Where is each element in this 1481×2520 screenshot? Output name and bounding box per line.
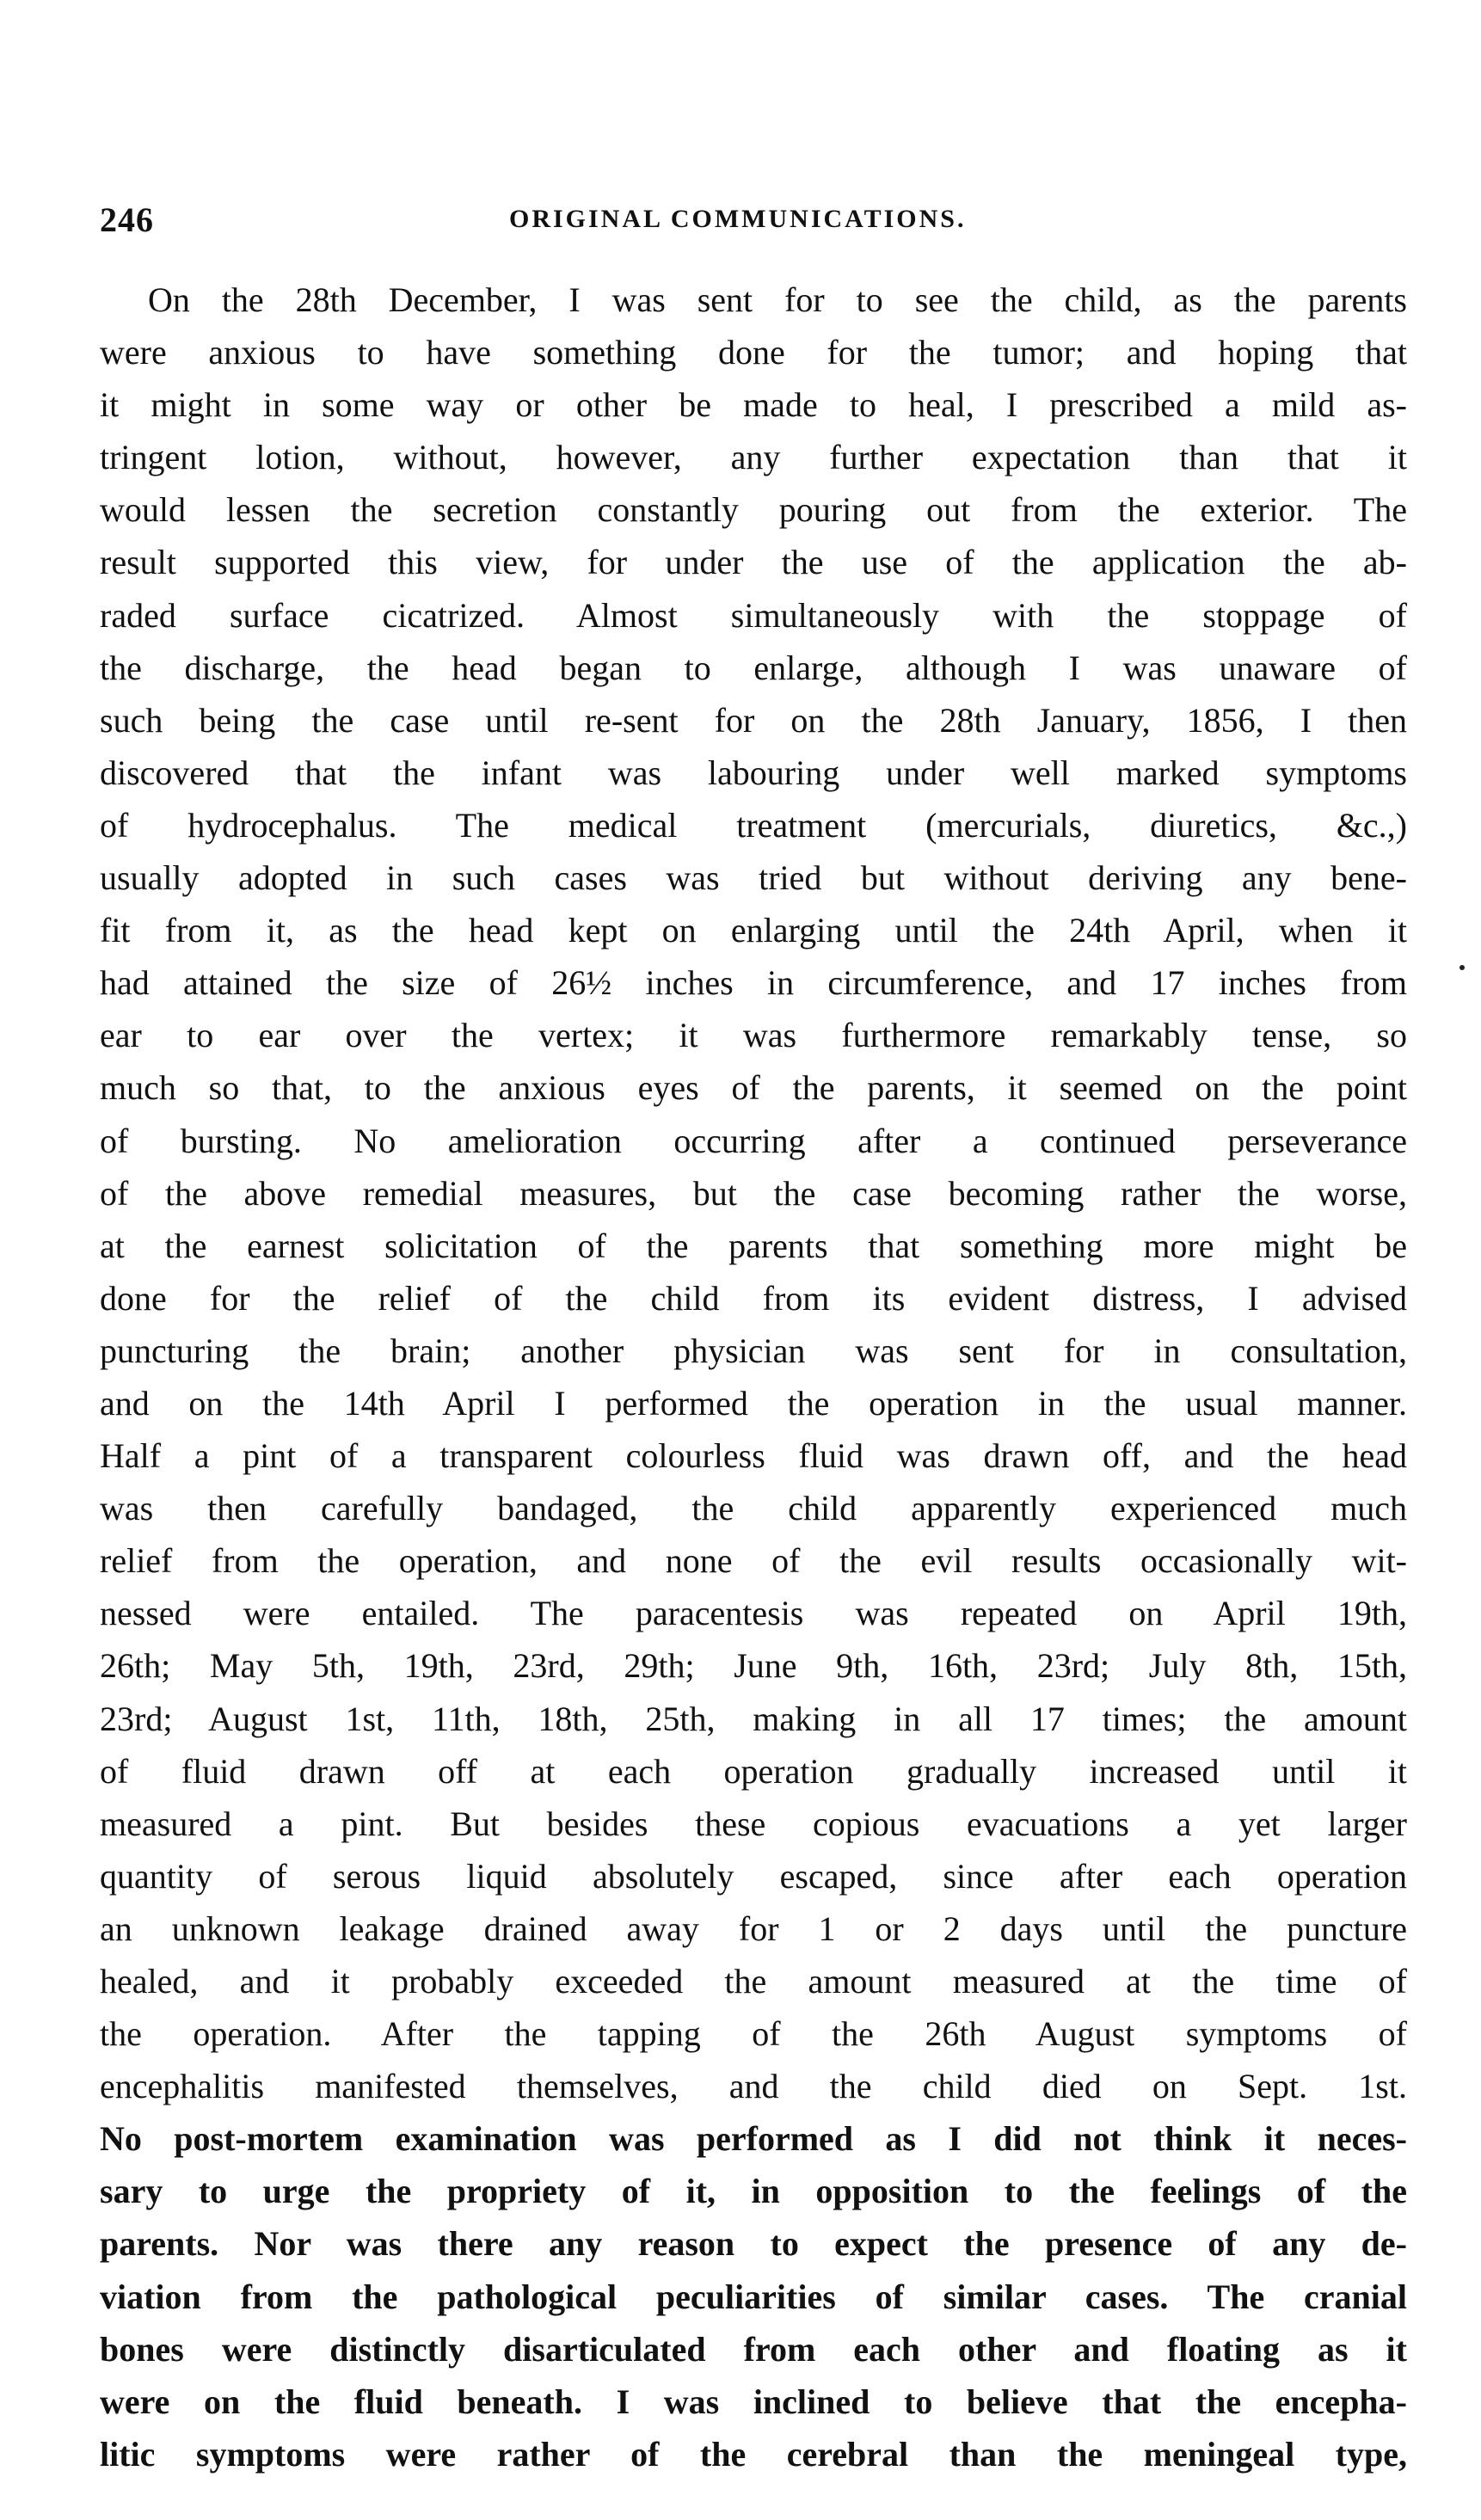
text-line: fit from it, as the head kept on enlarging until the 24th April, when it bbox=[100, 911, 1407, 950]
text-line: 23rd; August 1st, 11th, 18th, 25th, making in all 17 times; the amount bbox=[100, 1699, 1407, 1738]
text-line: sary to urge the propriety of it, in opposition to the feelings of the bbox=[100, 2172, 1407, 2211]
text-line: measured a pint. But besides these copious evacuations a yet larger bbox=[100, 1804, 1407, 1843]
text-line: it might in some way or other be made to heal, I prescribed a mild as- bbox=[100, 385, 1407, 425]
text-line: done for the relief of the child from its evident distress, I advised bbox=[100, 1278, 1407, 1318]
text-line: of bursting. No amelioration occurring after a continued perseverance bbox=[100, 1121, 1407, 1160]
text-line: was then carefully bandaged, the child apparently experienced much bbox=[100, 1489, 1407, 1528]
text-line: viation from the pathological peculiarities of similar cases. The cranial bbox=[100, 2277, 1407, 2316]
text-line: relief from the operation, and none of the evil results occasionally wit- bbox=[100, 1541, 1407, 1581]
text-line: encephalitis manifested themselves, and the child died on Sept. 1st. bbox=[100, 2067, 1407, 2106]
text-line: such being the case until re-sent for on the 28th January, 1856, I then bbox=[100, 700, 1407, 740]
text-line: parents. Nor was there any reason to expect the presence of any de- bbox=[100, 2224, 1407, 2264]
text-line: healed, and it probably exceeded the amount measured at the time of bbox=[100, 1962, 1407, 2001]
text-line: bones were distinctly disarticulated from each other and floating as it bbox=[100, 2329, 1407, 2369]
text-line: quantity of serous liquid absolutely escaped, since after each operation bbox=[100, 1856, 1407, 1896]
text-line: of the above remedial measures, but the case becoming rather the worse, bbox=[100, 1173, 1407, 1213]
running-head: ORIGINAL COMMUNICATIONS. bbox=[509, 205, 967, 233]
text-line: tringent lotion, without, however, any further expectation than that it bbox=[100, 438, 1407, 477]
text-line: and on the 14th April I performed the operation in the usual manner. bbox=[100, 1383, 1407, 1423]
text-line: usually adopted in such cases was tried but without deriving any bene- bbox=[100, 858, 1407, 898]
text-line: the operation. After the tapping of the 26th August symptoms of bbox=[100, 2014, 1407, 2054]
text-line: Half a pint of a transparent colourless fluid was drawn off, and the head bbox=[100, 1436, 1407, 1476]
text-line: discovered that the infant was labouring under well marked symptoms bbox=[100, 753, 1407, 792]
page-number: 246 bbox=[100, 200, 154, 239]
text-line: had attained the size of 26½ inches in circumference, and 17 inches from bbox=[100, 963, 1407, 1003]
text-line: were anxious to have something done for the tumor; and hoping that bbox=[100, 333, 1407, 372]
text-line: litic symptoms were rather of the cerebral than the meningeal type, bbox=[100, 2434, 1407, 2474]
text-line: the discharge, the head began to enlarge, although I was unaware of bbox=[100, 648, 1407, 687]
text-line: ear to ear over the vertex; it was furthermore remarkably tense, so bbox=[100, 1016, 1407, 1055]
text-line: of fluid drawn off at each operation gradually increased until it bbox=[100, 1751, 1407, 1791]
text-line: nessed were entailed. The paracentesis was repeated on April 19th, bbox=[100, 1594, 1407, 1633]
text-line: puncturing the brain; another physician was sent for in consultation, bbox=[100, 1331, 1407, 1370]
text-line: raded surface cicatrized. Almost simultaneously with the stoppage of bbox=[100, 595, 1407, 635]
text-line: result supported this view, for under the use of the application the ab- bbox=[100, 543, 1407, 582]
text-line: were on the fluid beneath. I was inclined to believe that the encepha- bbox=[100, 2382, 1407, 2421]
text-line: much so that, to the anxious eyes of the parents, it seemed on the point bbox=[100, 1068, 1407, 1108]
text-line: at the earnest solicitation of the parents that something more might be bbox=[100, 1226, 1407, 1265]
text-line: of hydrocephalus. The medical treatment (mercurials, diuretics, &c.,) bbox=[100, 805, 1407, 845]
margin-dot-mark bbox=[1459, 965, 1465, 970]
text-line: On the 28th December, I was sent for to see the child, as the parents bbox=[148, 280, 1407, 319]
page-header bbox=[100, 200, 1407, 251]
text-line: an unknown leakage drained away for 1 or 2 days until the puncture bbox=[100, 1908, 1407, 1948]
text-line: 26th; May 5th, 19th, 23rd, 29th; June 9th, 16th, 23rd; July 8th, 15th, bbox=[100, 1646, 1407, 1686]
text-line: No post-mortem examination was performed as I did not think it neces- bbox=[100, 2119, 1407, 2159]
text-line: would lessen the secretion constantly pouring out from the exterior. The bbox=[100, 490, 1407, 530]
body-paragraph bbox=[100, 274, 1407, 2480]
